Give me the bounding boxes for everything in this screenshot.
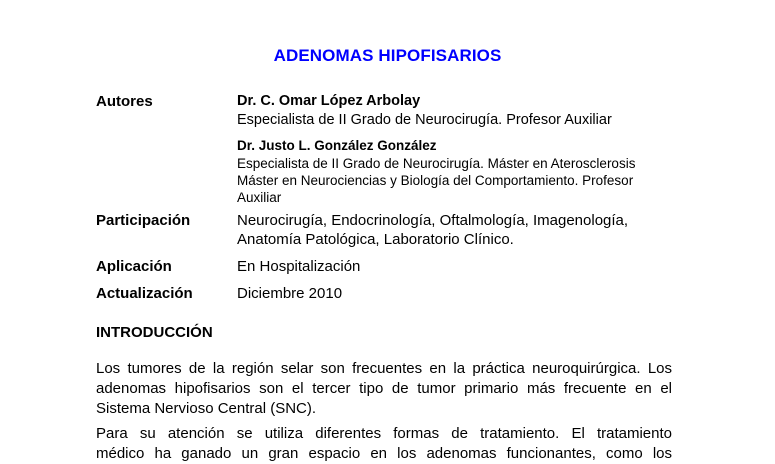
author-name: Dr. Justo L. González González [237,138,437,153]
participation-value [237,211,677,249]
participation-label: Participación [96,212,191,229]
participation-line: Anatomía Patológica, Laboratorio Clínico. [237,231,514,248]
authors-label: Autores [96,93,153,110]
paragraph [96,359,672,419]
section-heading-introduccion: INTRODUCCIÓN [96,324,213,341]
authors-list [237,92,677,206]
update-value: Diciembre 2010 [237,285,343,302]
author-entry [237,137,677,206]
paragraph-line: Para su atención se utiliza diferentes formas de tratamiento. El tratamiento [96,425,672,442]
application-label: Aplicación [96,258,172,275]
paragraph-line: Los tumores de la región selar son frecuentes en la práctica neuroquirúrgica. Los [96,360,672,377]
author-description-line: Máster en Neurociencias y Biología del Comportamiento. Profesor [237,173,634,188]
paragraph-line: Sistema Nervioso Central (SNC). [96,400,317,417]
document-title: ADENOMAS HIPOFISARIOS [273,46,502,65]
update-label: Actualización [96,285,193,302]
author-description [237,155,677,206]
application-value: En Hospitalización [237,258,361,275]
participation-line: Neurocirugía, Endocrinología, Oftalmología, Imagenología, [237,212,629,229]
paragraph [96,424,672,464]
author-description-line: Auxiliar [237,190,282,205]
author-name: Dr. C. Omar López Arbolay [237,93,421,109]
author-description-line: Especialista de II Grado de Neurocirugía. Máster en Aterosclerosis [237,156,636,171]
paragraph-line: médico ha ganado un gran espacio en los adenomas funcionantes, como los [96,445,672,462]
author-description: Especialista de II Grado de Neurocirugía. Profesor Auxiliar [237,112,612,128]
paragraph-line: adenomas hipofisarios son el tercer tipo de tumor primario más frecuente en el [96,380,672,397]
author-entry [237,92,677,130]
